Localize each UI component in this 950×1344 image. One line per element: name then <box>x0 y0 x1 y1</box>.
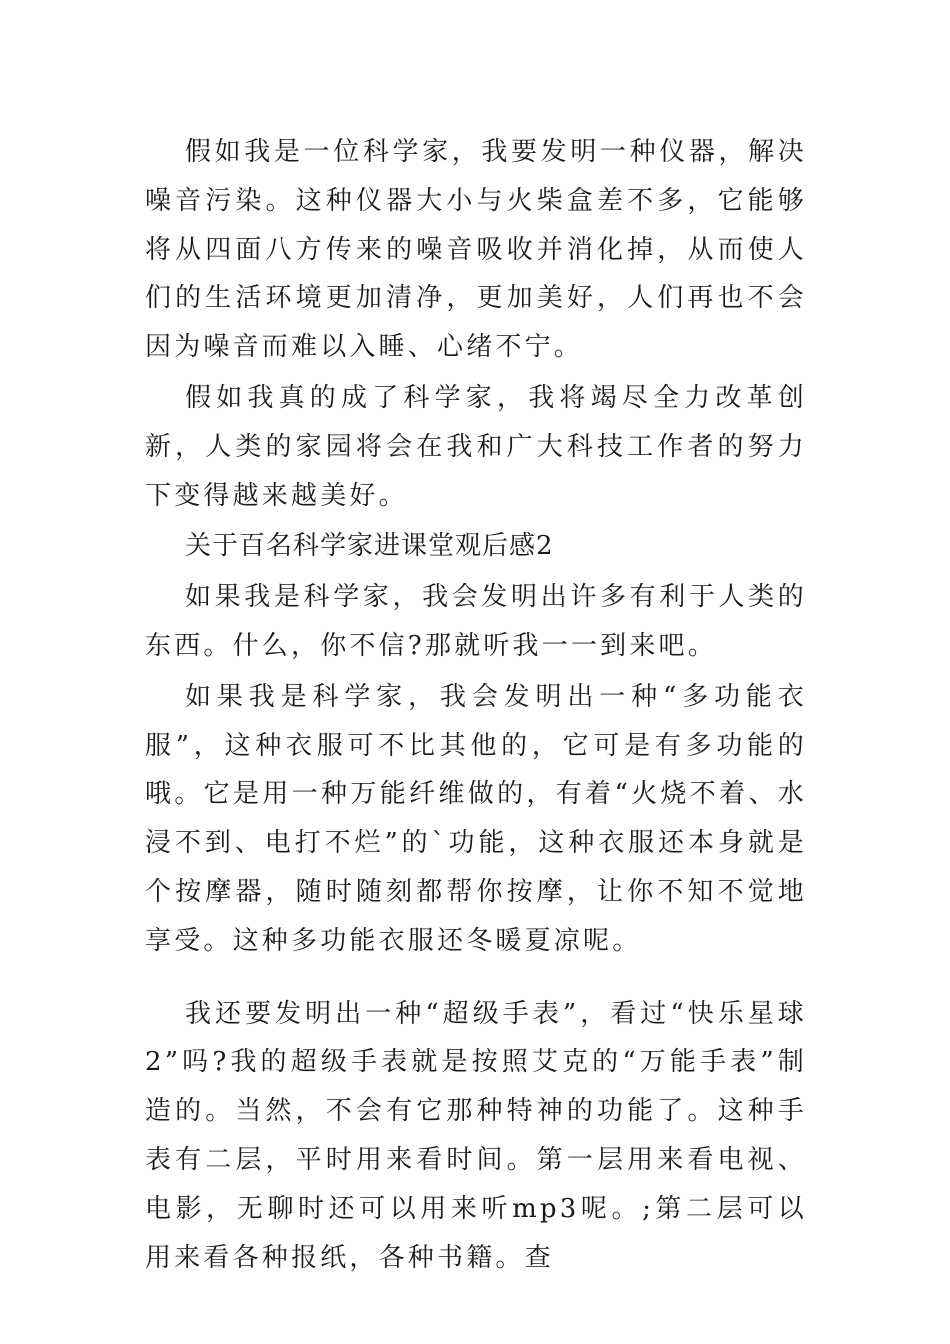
section-heading: 关于百名科学家进课堂观后感2 <box>185 531 554 562</box>
document-page <box>145 128 807 1282</box>
paragraph-super-watch: 我还要发明出一种“超级手表”，看过“快乐星球2”吗?我的超级手表就是按照艾克的“万能手表”制造的。当然，不会有它那种特神的功能了。这种手表有二层，平时用来看时间。第一层用来看电视、电影，无聊时还可以用来听mp3呢。;第二层可以用来看各种报纸，各种书籍。查 <box>145 998 807 1273</box>
paragraph-multifunction-clothes: 如果我是科学家，我会发明出一种“多功能衣服”，这种衣服可不比其他的，它可是有多功能的哦。它是用一种万能纤维做的，有着“火烧不着、水浸不到、电打不烂”的`功能，这种衣服还本身就是个按摩器，随时随刻都帮你按摩，让你不知不觉地享受。这种多功能衣服还冬暖夏凉呢。 <box>145 681 807 956</box>
paragraph-noise-device: 假如我是一位科学家，我要发明一种仪器，解决噪音污染。这种仪器大小与火柴盒差不多，它能够将从四面八方传来的噪音吸收并消化掉，从而使人们的生活环境更加清净，更加美好，人们再也不会因为噪音而难以入睡、心绪不宁。 <box>145 137 807 363</box>
paragraph-intro: 如果我是科学家，我会发明出许多有利于人类的东西。什么，你不信?那就听我一一到来吧。 <box>145 582 807 661</box>
paragraph-scientist-dream: 假如我真的成了科学家，我将竭尽全力改革创新，人类的家园将会在我和广大科技工作者的努力下变得越来越美好。 <box>145 382 807 511</box>
